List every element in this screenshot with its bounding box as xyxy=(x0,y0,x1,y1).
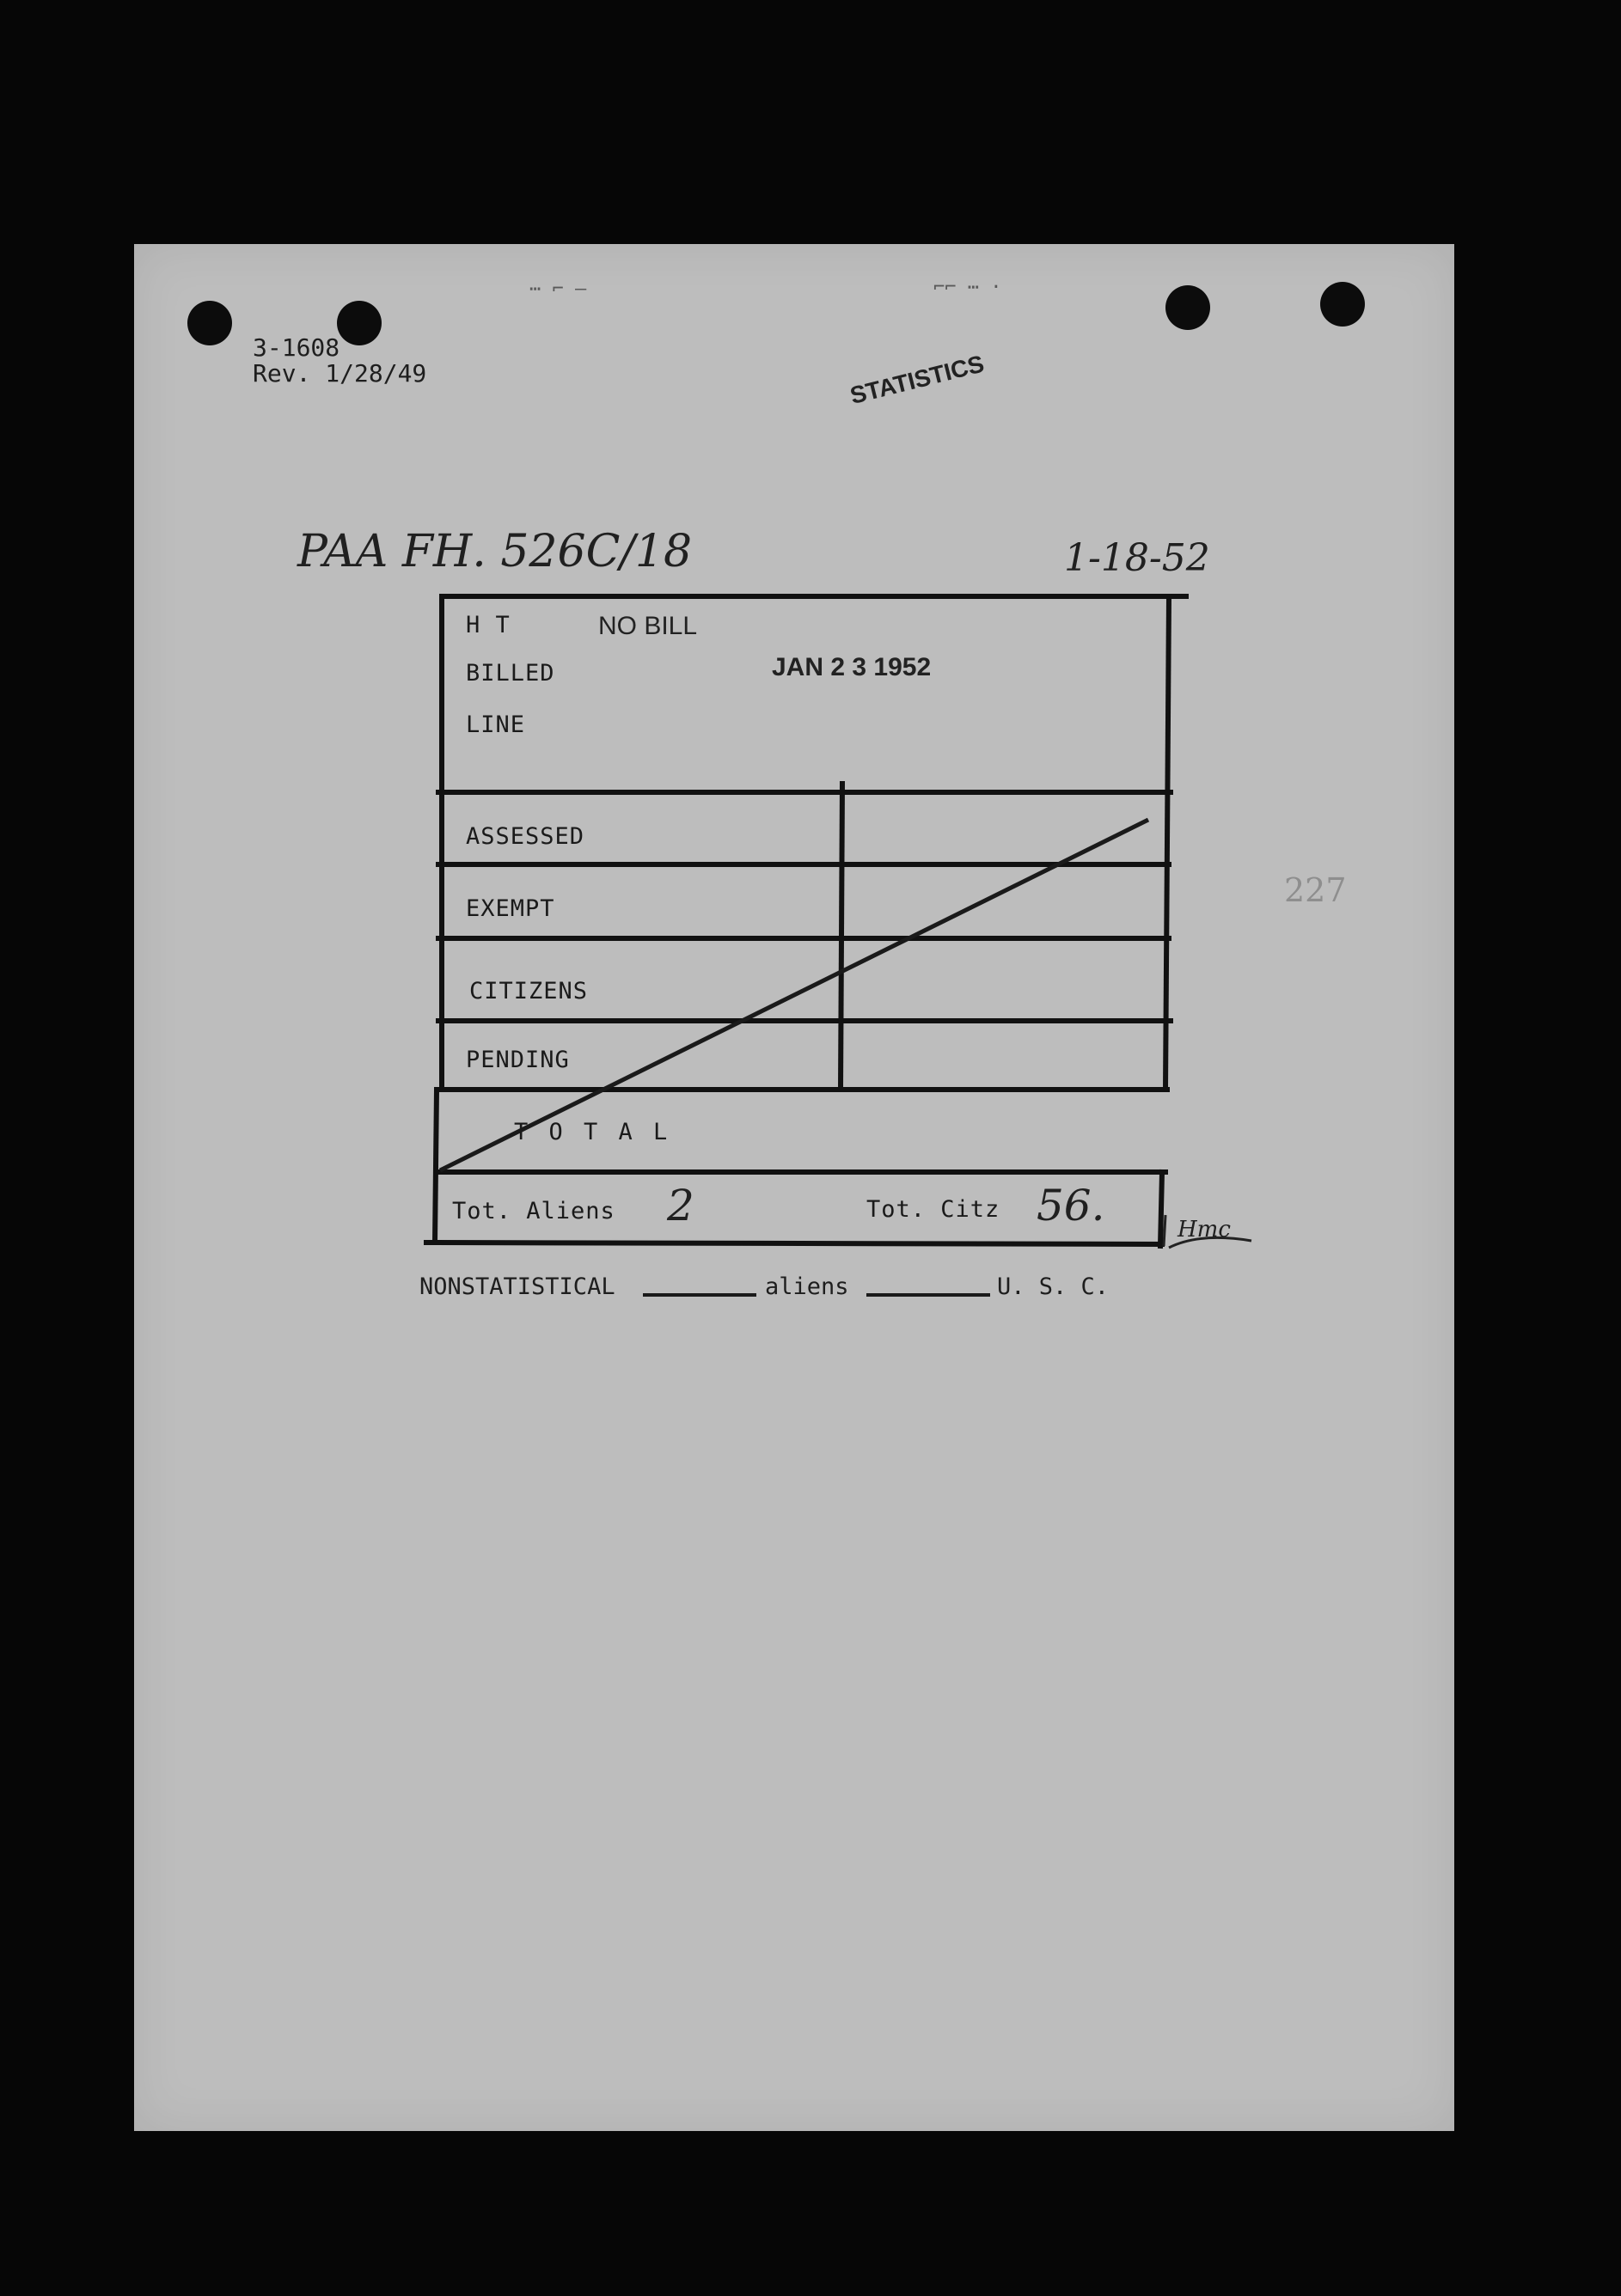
received-date-stamp: JAN 2 3 1952 xyxy=(772,653,932,681)
total-citizens-value: 56. xyxy=(1037,1181,1105,1230)
underline-blank xyxy=(643,1293,756,1297)
row-label-billed: BILLED xyxy=(466,660,555,687)
row-label-assessed: ASSESSED xyxy=(466,823,585,850)
row-label-line: LINE xyxy=(466,711,526,738)
handwritten-initials: Hmc xyxy=(1178,1217,1231,1243)
smudge-mark: ⌐⌐ ⋯ · xyxy=(933,277,1002,298)
aliens-label: aliens xyxy=(765,1273,849,1300)
faint-page-number: 227 xyxy=(1284,871,1347,909)
nonstatistical-label: NONSTATISTICAL xyxy=(419,1273,615,1300)
underline-blank xyxy=(866,1293,990,1297)
smudge-mark: ⋯ ⌐ – xyxy=(529,278,587,300)
form-number: 3-1608 xyxy=(253,333,340,362)
total-aliens-value: 2 xyxy=(667,1181,694,1230)
handwritten-flight-number: PAA FH. 526C/18 xyxy=(297,526,693,577)
no-bill-stamp: NO BILL xyxy=(598,612,698,640)
row-label-ht: H T xyxy=(466,612,511,638)
document-page xyxy=(134,244,1454,2131)
statistics-form-grid xyxy=(134,244,1454,2131)
total-citizens-label: Tot. Citz xyxy=(866,1196,1000,1223)
total-aliens-label: Tot. Aliens xyxy=(452,1198,615,1224)
form-revision: Rev. 1/28/49 xyxy=(253,359,427,388)
row-label-total: T O T A L xyxy=(514,1119,671,1145)
handwritten-date: 1-18-52 xyxy=(1064,536,1210,580)
usc-label: U. S. C. xyxy=(997,1273,1110,1300)
row-label-citizens: CITIZENS xyxy=(469,978,589,1004)
row-label-pending: PENDING xyxy=(466,1047,570,1073)
row-label-exempt: EXEMPT xyxy=(466,895,555,922)
statistics-stamp: STATISTICS xyxy=(847,350,987,410)
